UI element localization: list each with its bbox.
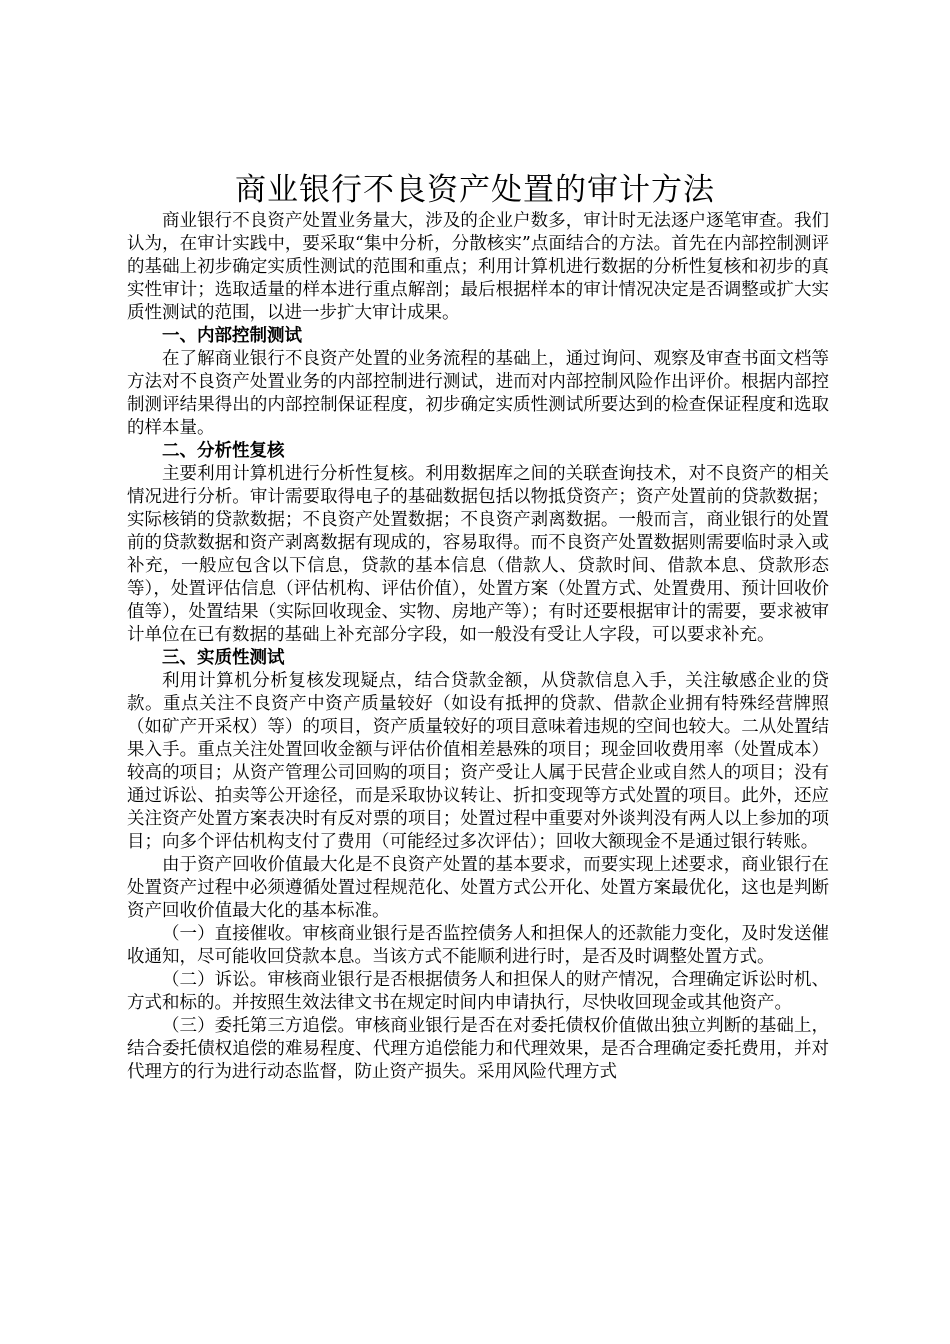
section-heading-analytical-review: 二、分析性复核 <box>162 441 285 461</box>
paragraph: 利用计算机分析复核发现疑点，结合贷款金额，从贷款信息入手，关注敏感企业的贷款。重点关注不良资产中资产质量较好（如设有抵押的贷款、借款企业拥有特殊经营牌照（如矿产开采权）等）的项目，资产质量较好的项目意味着违规的空间也较大。二从处置结果入手。重点关注处置回收金额与评估价值相差悬殊的项目；现金回收费用率（处置成本）较高的项目；从资产管理公司回购的项目；资产受让人属于民营企业或自然人的项目；没有通过诉讼、拍卖等公开途径，而是采取协议转让、折扣变现等方式处置的项目。此外，还应关注资产处置方案表决时有反对票的项目；处置过程中重要对外谈判没有两人以上参加的项目；向多个评估机构支付了费用（可能经过多次评估）；回收大额现金不是通过银行转账。 <box>127 671 829 852</box>
paragraph: （一）直接催收。审核商业银行是否监控债务人和担保人的还款能力变化，及时发送催收通知，尽可能收回贷款本息。当该方式不能顺利进行时，是否及时调整处置方式。 <box>127 924 829 967</box>
document-title: 商业银行不良资产处置的审计方法 <box>235 172 715 208</box>
intro-paragraph: 商业银行不良资产处置业务量大，涉及的企业户数多，审计时无法逐户逐笔审查。我们认为，在审计实践中，要采取“集中分析，分散核实”点面结合的方法。首先在内部控制测评的基础上初步确定实质性测试的范围和重点；利用计算机进行数据的分析性复核和初步的真实性审计；选取适量的样本进行重点解剖；最后根据样本的审计情况决定是否调整或扩大实质性测试的范围，以进一步扩大审计成果。 <box>127 211 829 323</box>
paragraph: 在了解商业银行不良资产处置的业务流程的基础上，通过询问、观察及审查书面文档等方法对不良资产处置业务的内部控制进行测试，进而对内部控制风险作出评价。根据内部控制测评结果得出的内部控制保证程度，初步确定实质性测试所要达到的检查保证程度和选取的样本量。 <box>127 349 829 438</box>
paragraph: 由于资产回收价值最大化是不良资产处置的基本要求，而要实现上述要求，商业银行在处置资产过程中必须遵循处置过程规范化、处置方式公开化、处置方案最优化，这也是判断资产回收价值最大化的基本标准。 <box>127 855 829 921</box>
paragraph: （二）诉讼。审核商业银行是否根据债务人和担保人的财产情况，合理确定诉讼时机、方式和标的。并按照生效法律文书在规定时间内申请执行，尽快收回现金或其他资产。 <box>127 970 829 1013</box>
section-heading-substantive-testing: 三、实质性测试 <box>162 648 285 668</box>
paragraph: 主要利用计算机进行分析性复核。利用数据库之间的关联查询技术，对不良资产的相关情况进行分析。审计需要取得电子的基础数据包括以物抵贷资产；资产处置前的贷款数据；实际核销的贷款数据；不良资产处置数据；不良资产剥离数据。一般而言，商业银行的处置前的贷款数据和资产剥离数据有现成的，容易取得。而不良资产处置数据则需要临时录入或补充，一般应包含以下信息，贷款的基本信息（借款人、贷款时间、借款本息、贷款形态等），处置评估信息（评估机构、评估价值），处置方案（处置方式、处置费用、预计回收价值等），处置结果（实际回收现金、实物、房地产等）；有时还要根据审计的需要，要求被审计单位在已有数据的基础上补充部分字段，如一般没有受让人字段，可以要求补充。 <box>127 464 829 645</box>
section-heading-internal-control: 一、内部控制测试 <box>162 326 302 346</box>
document-body <box>127 210 829 1084</box>
paragraph: （三）委托第三方追偿。审核商业银行是否在对委托债权价值做出独立判断的基础上，结合委托债权追偿的难易程度、代理方追偿能力和代理效果，是否合理确定委托费用，并对代理方的行为进行动态监督，防止资产损失。采用风险代理方式 <box>127 1016 829 1082</box>
